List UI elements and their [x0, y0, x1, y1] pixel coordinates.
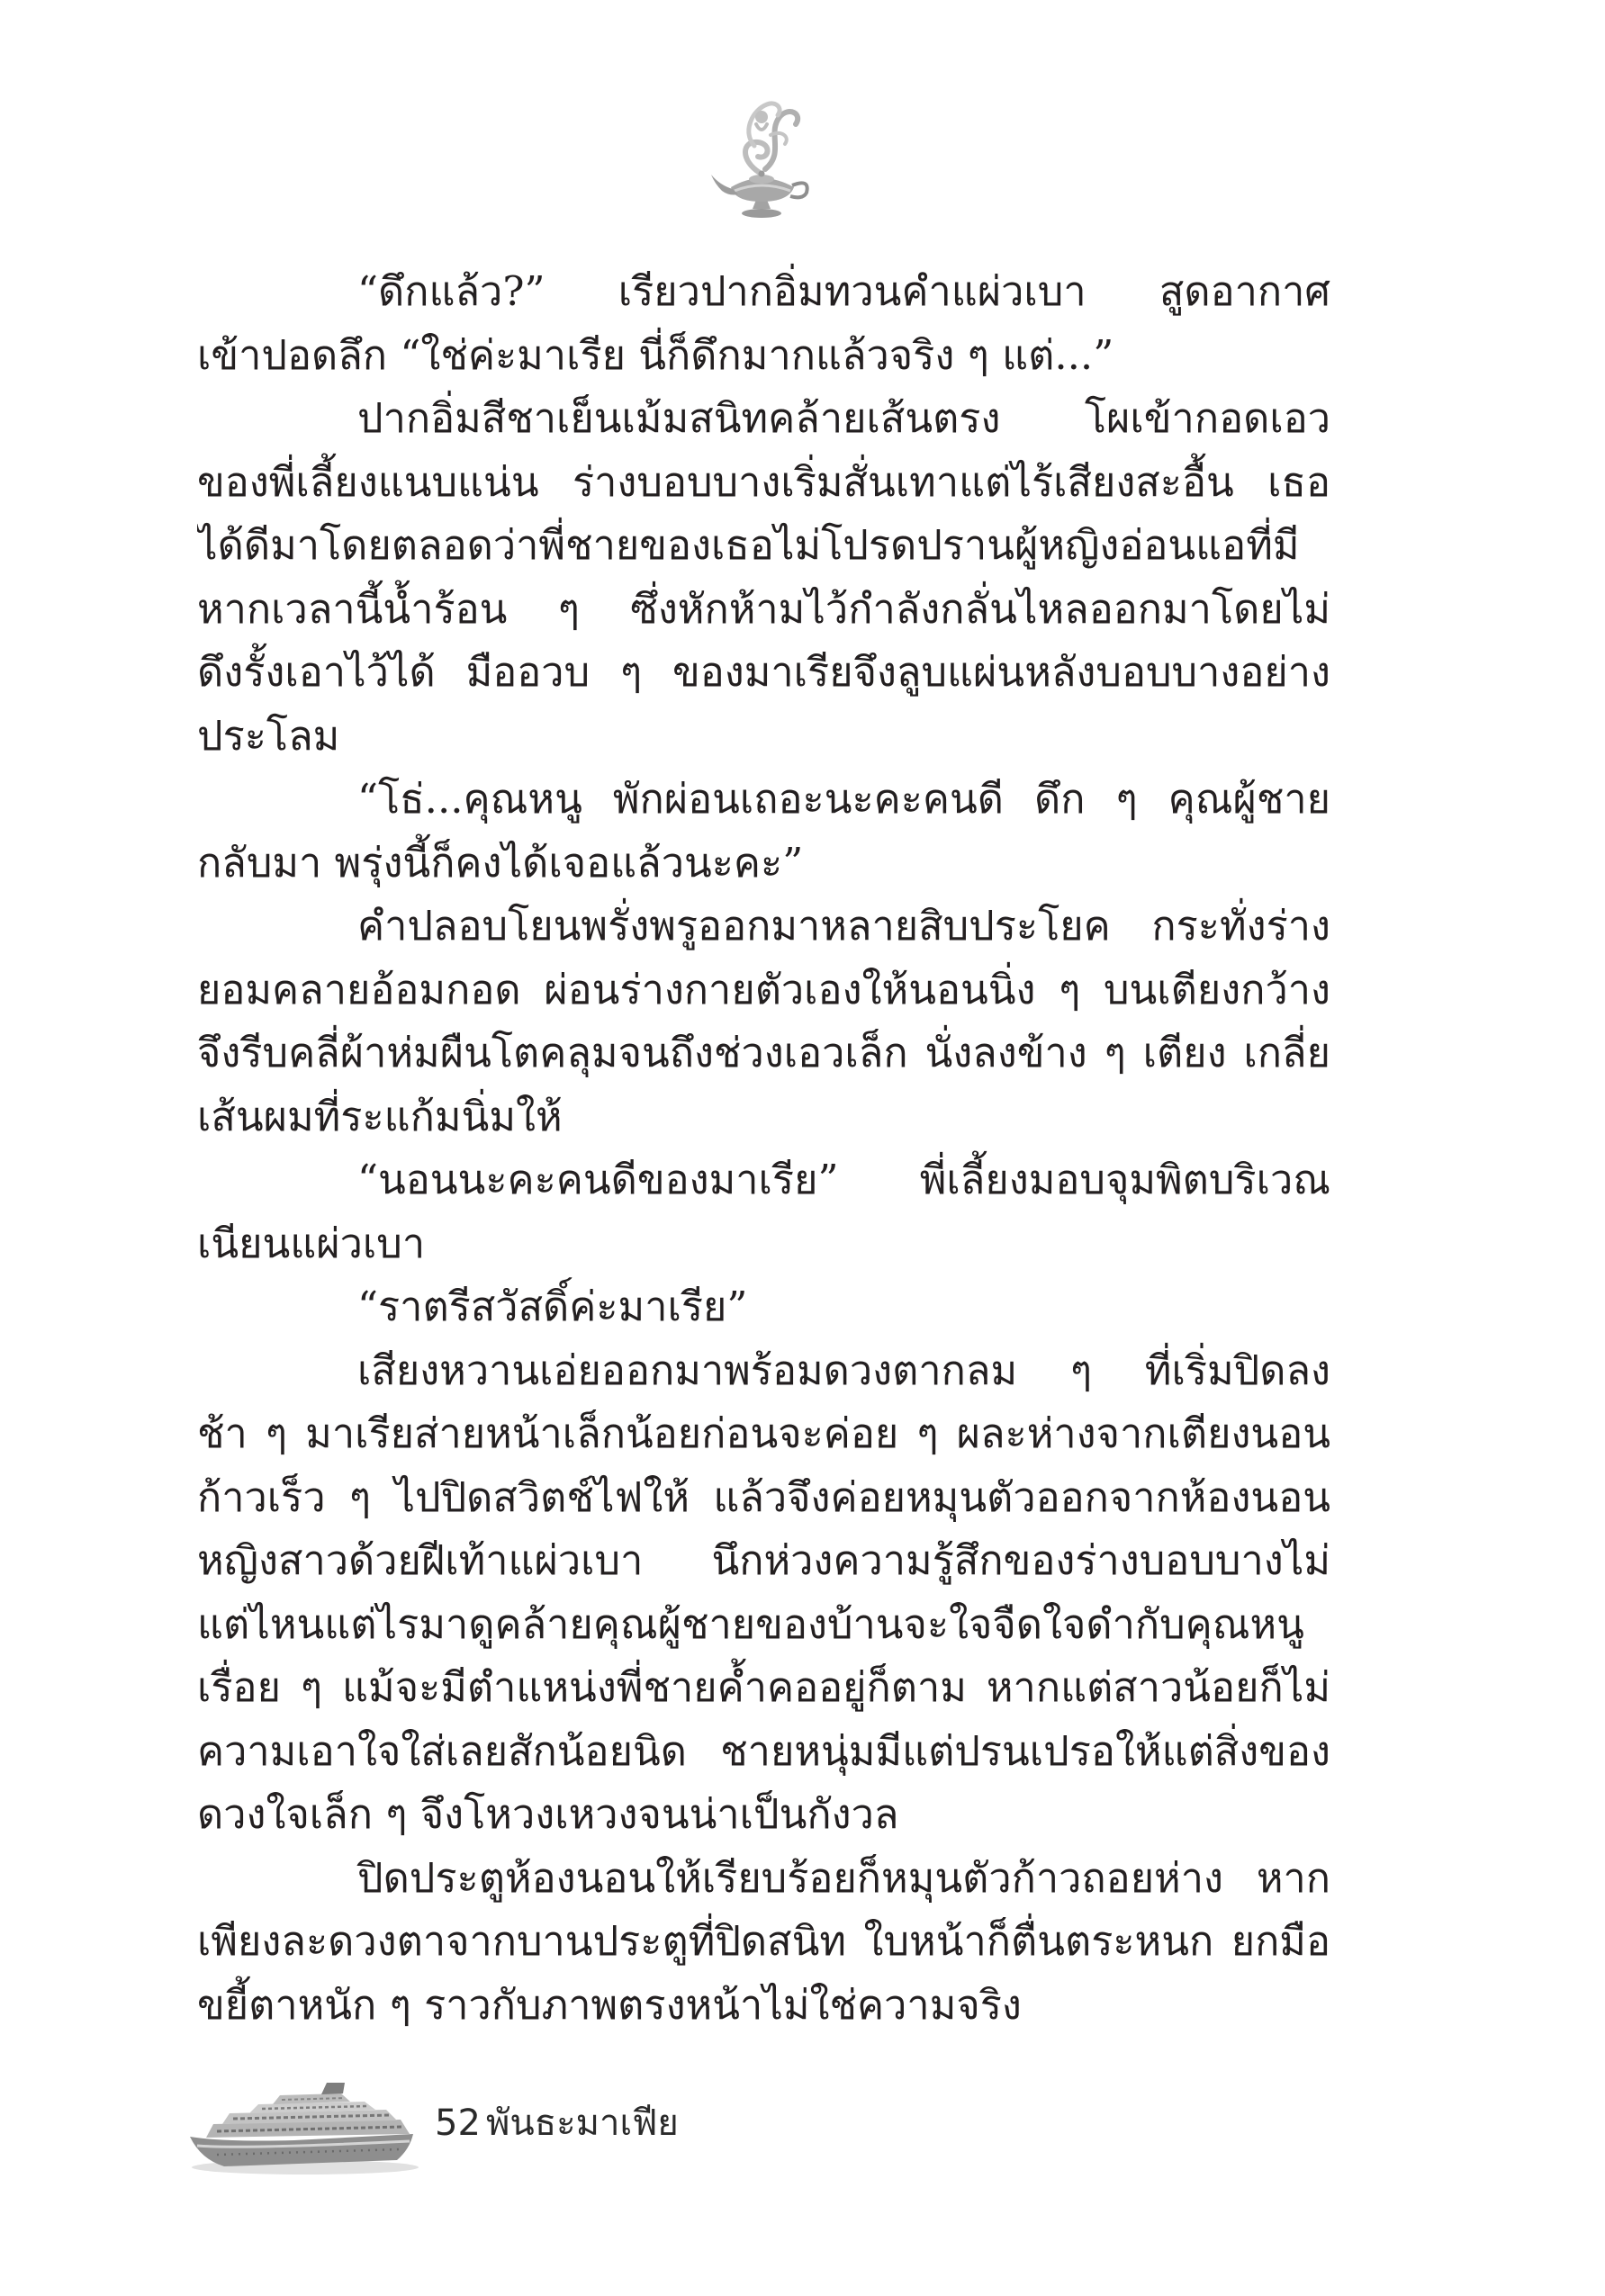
paragraph: [197, 895, 1330, 1148]
ship-decks: [206, 2093, 410, 2138]
text-line: “นอนนะคะคนดีของมาเรีย” พี่เลี้ยงมอบจุมพิตบริเวณ: [357, 1156, 1330, 1203]
lamp-body: [711, 171, 807, 219]
text-line: “ราตรีสวัสดิ์ค่ะมาเรีย”: [357, 1283, 748, 1330]
paragraph: [197, 260, 1330, 387]
paragraph: [197, 1339, 1330, 1847]
paragraph: [197, 768, 1330, 895]
cruise-ship-svg: [186, 2077, 422, 2178]
text-line: เพียงละดวงตาจากบานประตูที่ปิดสนิท ใบหน้าก็ตื่นตระหนก ยกมือ: [197, 1917, 1330, 1965]
text-line: ได้ดีมาโดยตลอดว่าพี่ชายของเธอไม่โปรดปรานผู้หญิงอ่อนแอที่มี: [197, 521, 1300, 569]
paragraph: [197, 1847, 1330, 2038]
ship-funnel: [321, 2083, 345, 2094]
text-line: เรื่อย ๆ แม้จะมีตำแหน่งพี่ชายค้ำคออยู่ก็ตาม หากแต่สาวน้อยก็ไม่: [197, 1663, 1330, 1711]
text-line: จึงรีบคลี่ผ้าห่มผืนโตคลุมจนถึงช่วงเอวเล็ก นั่งลงข้าง ๆ เตียง เกลี่ย: [197, 1029, 1330, 1076]
text-line: เส้นผมที่ระแก้มนิ่มให้: [197, 1092, 563, 1140]
genie-lamp-svg: [708, 90, 816, 221]
genie-lamp-icon: [708, 90, 816, 221]
text-line: เข้าปอดลึก “ใช่ค่ะมาเรีย นี่ก็ดึกมากแล้วจริง ๆ แต่...”: [197, 330, 1114, 379]
text-line: เสียงหวานเอ่ยออกมาพร้อมดวงตากลม ๆ ที่เริ่มปิดลง: [357, 1346, 1330, 1394]
text-line: ดึงรั้งเอาไว้ได้ มืออวบ ๆ ของมาเรียจึงลูบแผ่นหลังบอบบางอย่าง: [197, 648, 1330, 696]
text-line: ช้า ๆ มาเรียส่ายหน้าเล็กน้อยก่อนจะค่อย ๆ ผละห่างจากเตียงนอน: [197, 1409, 1330, 1457]
text-line: กลับมา พรุ่งนี้ก็คงได้เจอแล้วนะคะ”: [197, 838, 804, 887]
text-line: คำปลอบโยนพรั่งพรูออกมาหลายสิบประโยค กระทั่งร่าง: [357, 902, 1330, 950]
body-text: [197, 260, 1330, 2037]
text-line: “โธ่...คุณหนู พักผ่อนเถอะนะคะคนดี ดึก ๆ คุณผู้ชาย: [357, 775, 1330, 823]
page-number: 52: [435, 2102, 481, 2144]
text-line: ก้าวเร็ว ๆ ไปปิดสวิตช์ไฟให้ แล้วจึงค่อยหมุนตัวออกจากห้องนอน: [197, 1472, 1330, 1521]
ship-hull: [190, 2134, 413, 2166]
text-line: หากเวลานี้น้ำร้อน ๆ ซึ่งหักห้ามไว้กำลังกลั่นไหลออกมาโดยไม่: [197, 584, 1330, 633]
text-line: ของพี่เลี้ยงแนบแน่น ร่างบอบบางเริ่มสั่นเทาแต่ไร้เสียงสะอื้น เธอ: [197, 457, 1330, 506]
text-line: ปิดประตูห้องนอนให้เรียบร้อยก็หมุนตัวก้าวถอยห่าง หาก: [357, 1853, 1330, 1902]
smoke-swirls: [745, 104, 798, 173]
text-line: ดวงใจเล็ก ๆ จึงโหวงเหวงจนน่าเป็นกังวล: [197, 1790, 899, 1838]
paragraph: [197, 1148, 1330, 1275]
text-line: ยอมคลายอ้อมกอด ผ่อนร่างกายตัวเองให้นอนนิ่ง ๆ บนเตียงกว้าง: [197, 965, 1330, 1013]
text-line: ปากอิ่มสีชาเย็นเม้มสนิทคล้ายเส้นตรง โผเข้ากอดเอว: [357, 394, 1330, 442]
text-line: ประโลม: [197, 711, 340, 760]
text-line: ความเอาใจใส่เลยสักน้อยนิด ชายหนุ่มมีแต่ปรนเปรอให้แต่สิ่งของ: [197, 1726, 1330, 1775]
text-line: ขยี้ตาหนัก ๆ ราวกับภาพตรงหน้าไม่ใช่ความจริง: [197, 1980, 1022, 2029]
paragraph: [197, 387, 1330, 768]
cruise-ship-icon: [186, 2077, 422, 2178]
text-line: หญิงสาวด้วยฝีเท้าแผ่วเบา นึกห่วงความรู้สึกของร่างบอบบางไม่: [197, 1536, 1330, 1584]
book-title: พันธะมาเฟีย: [486, 2102, 679, 2144]
paragraph: [197, 1275, 1330, 1339]
text-line: แต่ไหนแต่ไรมาดูคล้ายคุณผู้ชายของบ้านจะใจจืดใจดำกับคุณหนู: [197, 1599, 1304, 1648]
text-line: “ดึกแล้ว?” เรียวปากอิ่มทวนคำแผ่วเบา สูดอากาศ: [357, 267, 1330, 315]
text-line: เนียนแผ่วเบา: [197, 1219, 426, 1267]
